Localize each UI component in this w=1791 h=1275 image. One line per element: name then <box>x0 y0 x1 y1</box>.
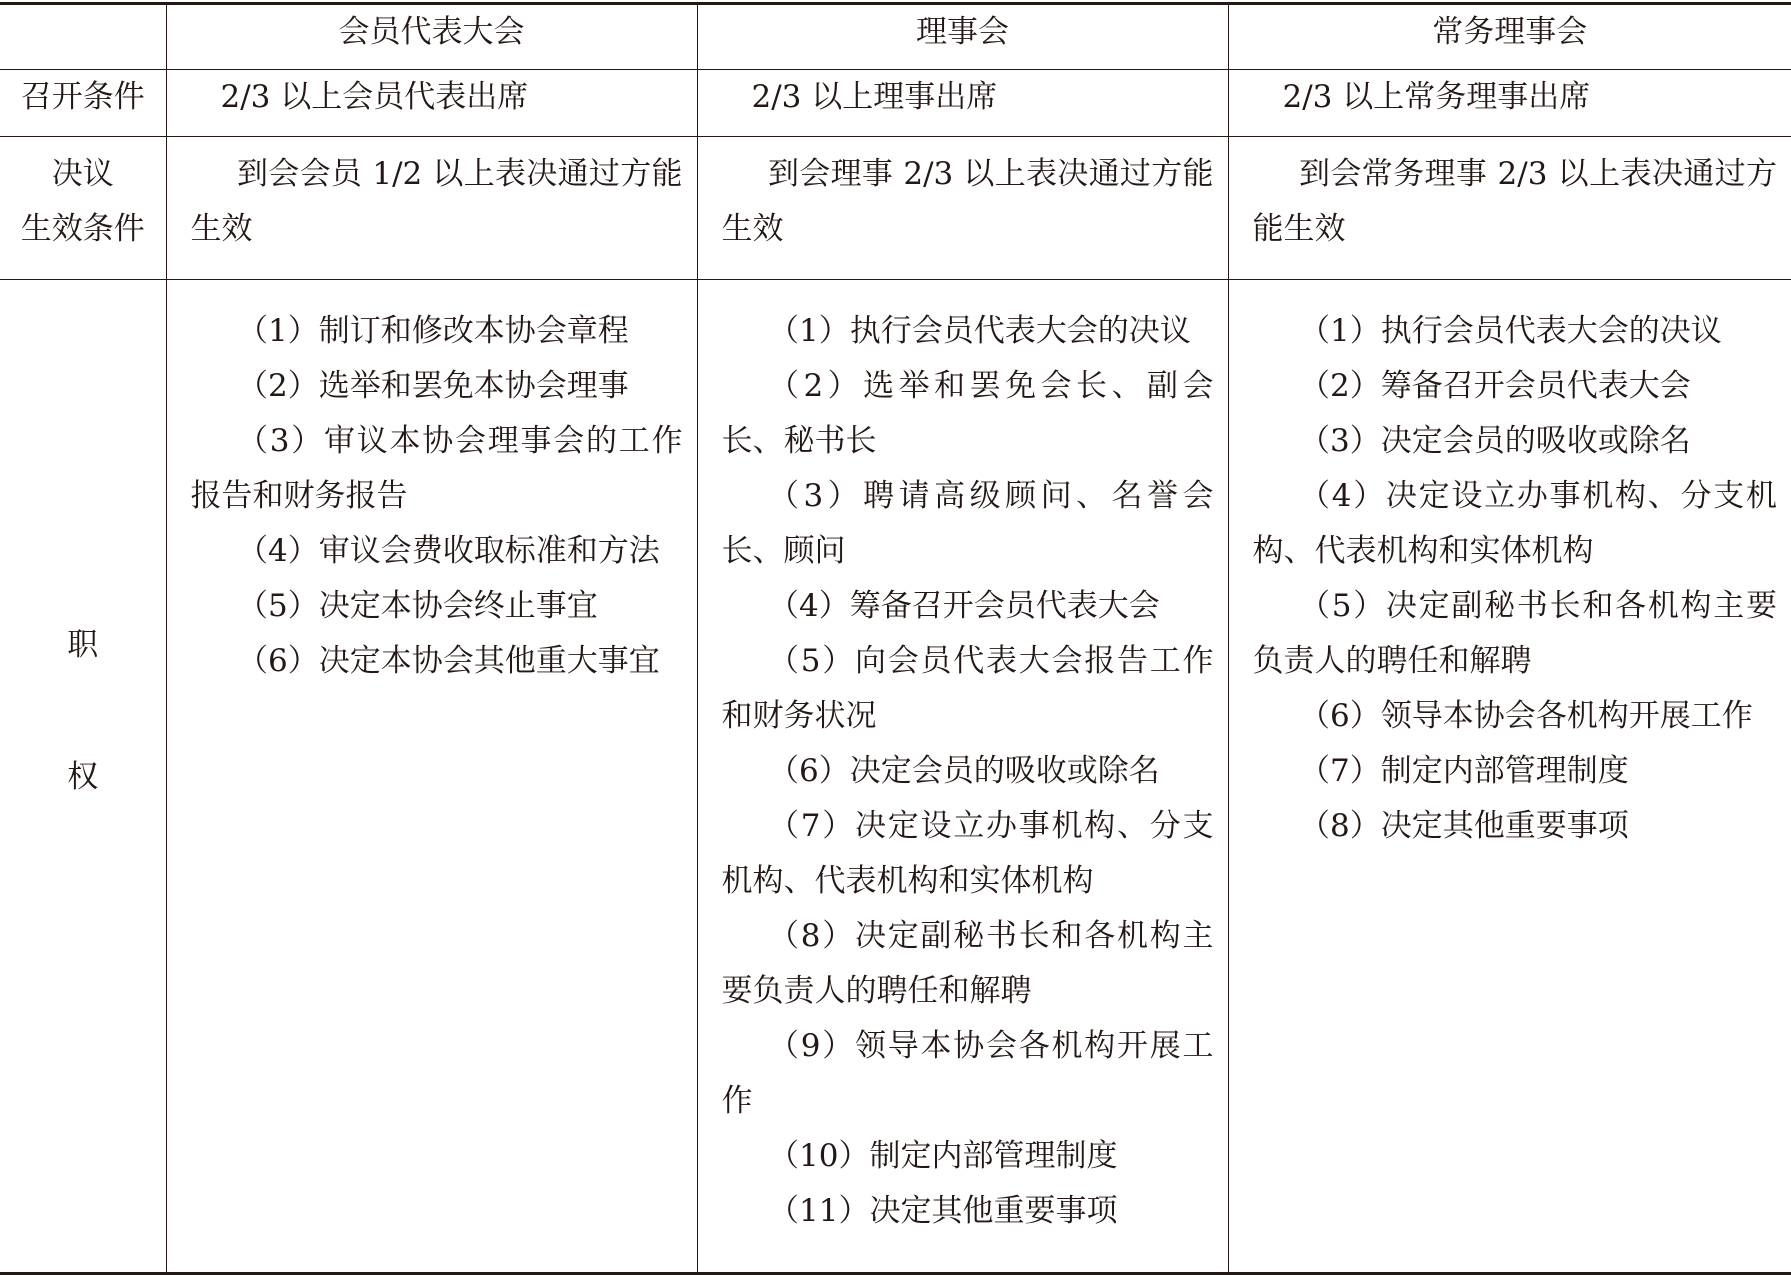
power-item: （5）向会员代表大会报告工作和财务状况 <box>721 643 1214 734</box>
powers-standing-council-cell <box>1228 280 1791 1274</box>
resolution-standing-council: 到会常务理事 2/3 以上表决通过方能生效 <box>1228 137 1791 280</box>
header-council: 理事会 <box>697 4 1228 70</box>
resolution-condition-row <box>0 137 1791 280</box>
governance-table <box>0 2 1791 1275</box>
header-standing-council: 常务理事会 <box>1228 4 1791 70</box>
power-item: （6）领导本协会各机构开展工作 <box>1299 698 1753 734</box>
resolution-label-line1: 决议 <box>51 156 114 192</box>
resolution-condition-label <box>0 137 166 280</box>
open-condition-row <box>0 70 1791 137</box>
powers-general-assembly-list <box>191 304 683 689</box>
power-item: （5）决定本协会终止事宜 <box>237 588 598 624</box>
power-item: （10）制定内部管理制度 <box>768 1138 1118 1174</box>
power-item: （2）选举和罢免本协会理事 <box>237 368 629 404</box>
power-item: （3）聘请高级顾问、名誉会长、顾问 <box>721 478 1214 569</box>
resolution-label-line2: 生效条件 <box>20 211 145 247</box>
header-general-assembly: 会员代表大会 <box>166 4 697 70</box>
power-item: （3）审议本协会理事会的工作报告和财务报告 <box>190 423 683 514</box>
power-item: （4）筹备召开会员代表大会 <box>768 588 1160 624</box>
power-item: （8）决定其他重要事项 <box>1299 808 1629 844</box>
power-item: （2）筹备召开会员代表大会 <box>1299 368 1691 404</box>
resolution-general-assembly: 到会会员 1/2 以上表决通过方能生效 <box>166 137 697 280</box>
power-item: （7）决定设立办事机构、分支机构、代表机构和实体机构 <box>721 808 1214 899</box>
open-condition-label: 召开条件 <box>0 70 166 137</box>
header-row <box>0 4 1791 70</box>
power-item: （4）审议会费收取标准和方法 <box>237 533 660 569</box>
open-condition-general-assembly: 2/3 以上会员代表出席 <box>166 70 697 137</box>
power-item: （1）执行会员代表大会的决议 <box>1299 313 1722 349</box>
power-item: （8）决定副秘书长和各机构主要负责人的聘任和解聘 <box>721 918 1214 1009</box>
open-condition-council: 2/3 以上理事出席 <box>697 70 1228 137</box>
powers-council-cell <box>697 280 1228 1274</box>
power-item: （1）制订和修改本协会章程 <box>237 313 629 349</box>
powers-label <box>0 280 166 1274</box>
power-item: （2）选举和罢免会长、副会长、秘书长 <box>721 368 1214 459</box>
power-item: （6）决定会员的吸收或除名 <box>768 753 1160 789</box>
power-item: （4）决定设立办事机构、分支机构、代表机构和实体机构 <box>1252 478 1777 569</box>
power-item: （1）执行会员代表大会的决议 <box>768 313 1191 349</box>
resolution-council: 到会理事 2/3 以上表决通过方能生效 <box>697 137 1228 280</box>
power-item: （6）决定本协会其他重大事宜 <box>237 643 660 679</box>
header-corner-cell <box>0 4 166 70</box>
power-item: （11）决定其他重要事项 <box>768 1193 1118 1229</box>
powers-standing-council-list <box>1253 304 1778 854</box>
powers-label-char1: 职 <box>67 627 99 663</box>
powers-label-char2: 权 <box>67 759 99 795</box>
powers-council-list <box>722 304 1214 1239</box>
powers-general-assembly-cell <box>166 280 697 1274</box>
open-condition-standing-council: 2/3 以上常务理事出席 <box>1228 70 1791 137</box>
power-item: （3）决定会员的吸收或除名 <box>1299 423 1691 459</box>
power-item: （9）领导本协会各机构开展工作 <box>721 1028 1214 1119</box>
power-item: （7）制定内部管理制度 <box>1299 753 1629 789</box>
power-item: （5）决定副秘书长和各机构主要负责人的聘任和解聘 <box>1252 588 1777 679</box>
powers-row <box>0 280 1791 1274</box>
